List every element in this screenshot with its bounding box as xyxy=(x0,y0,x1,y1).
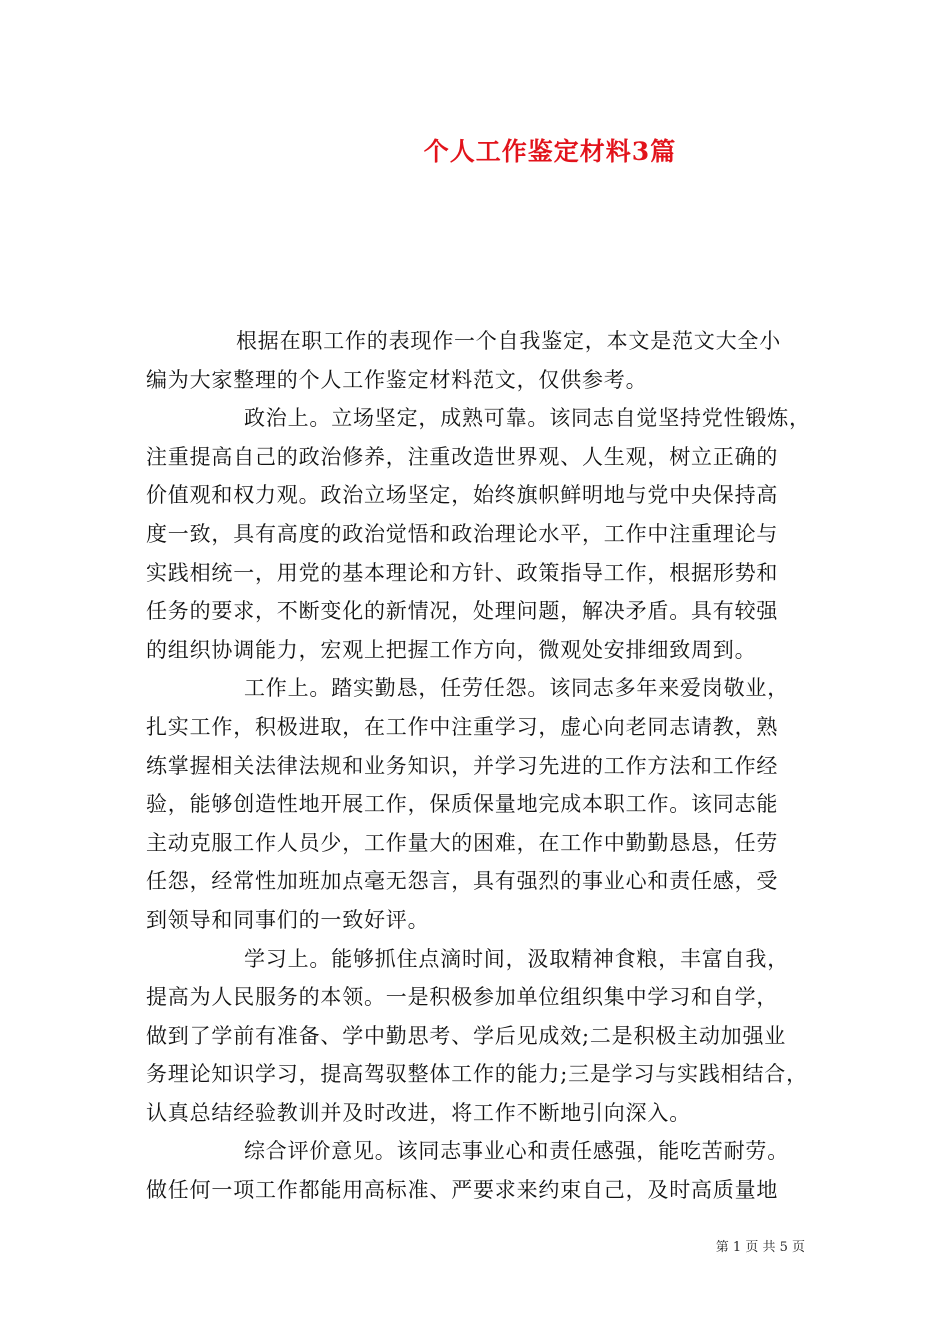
body-line: 任务的要求，不断变化的新情况，处理问题，解决矛盾。具有较强 xyxy=(146,599,779,624)
body-line: 验，能够创造性地开展工作，保质保量地完成本职工作。该同志能 xyxy=(146,792,779,817)
body-line: 任怨，经常性加班加点毫无怨言，具有强烈的事业心和责任感，受 xyxy=(146,869,779,894)
page-number: 第 1 页 共 5 页 xyxy=(715,1240,805,1255)
body-line: 注重提高自己的政治修养，注重改造世界观、人生观，树立正确的 xyxy=(146,444,779,469)
document-title: 个人工作鉴定材料3篇 xyxy=(423,137,677,166)
body-line: 编为大家整理的个人工作鉴定材料范文，仅供参考。 xyxy=(146,367,648,392)
body-line: 价值观和权力观。政治立场坚定，始终旗帜鲜明地与党中央保持高 xyxy=(146,483,779,508)
body-line: 练掌握相关法律法规和业务知识，并学习先进的工作方法和工作经 xyxy=(146,753,779,778)
body-line: 政治上。立场坚定，成熟可靠。该同志自觉坚持党性锻炼， xyxy=(244,406,811,431)
body-line: 的组织协调能力，宏观上把握工作方向，微观处安排细致周到。 xyxy=(146,637,757,662)
body-line: 根据在职工作的表现作一个自我鉴定，本文是范文大全小 xyxy=(236,329,781,353)
body-line: 做任何一项工作都能用高标准、严要求来约束自己，及时高质量地 xyxy=(146,1178,779,1203)
document-body xyxy=(146,322,821,1210)
body-line: 实践相统一，用党的基本理论和方针、政策指导工作，根据形势和 xyxy=(146,560,779,585)
body-line: 扎实工作，积极进取，在工作中注重学习，虚心向老同志请教，熟 xyxy=(146,714,779,739)
body-line: 度一致，具有高度的政治觉悟和政治理论水平，工作中注重理论与 xyxy=(146,521,779,546)
body-line: 工作上。踏实勤恳，任劳任怨。该同志多年来爱岗敬业， xyxy=(244,676,789,701)
body-line: 综合评价意见。该同志事业心和责任感强，能吃苦耐劳。 xyxy=(244,1139,789,1164)
body-line: 认真总结经验教训并及时改进，将工作不断地引向深入。 xyxy=(146,1100,691,1125)
body-line: 提高为人民服务的本领。一是积极参加单位组织集中学习和自学， xyxy=(146,985,779,1010)
body-line: 主动克服工作人员少，工作量大的困难，在工作中勤勤恳恳，任劳 xyxy=(146,830,779,855)
body-line: 务理论知识学习，提高驾驭整体工作的能力;三是学习与实践相结合， xyxy=(146,1062,808,1087)
body-line: 到领导和同事们的一致好评。 xyxy=(146,907,430,932)
body-line: 学习上。能够抓住点滴时间，汲取精神食粮，丰富自我， xyxy=(244,946,789,971)
body-line: 做到了学前有准备、学中勤思考、学后见成效;二是积极主动加强业 xyxy=(146,1023,787,1048)
